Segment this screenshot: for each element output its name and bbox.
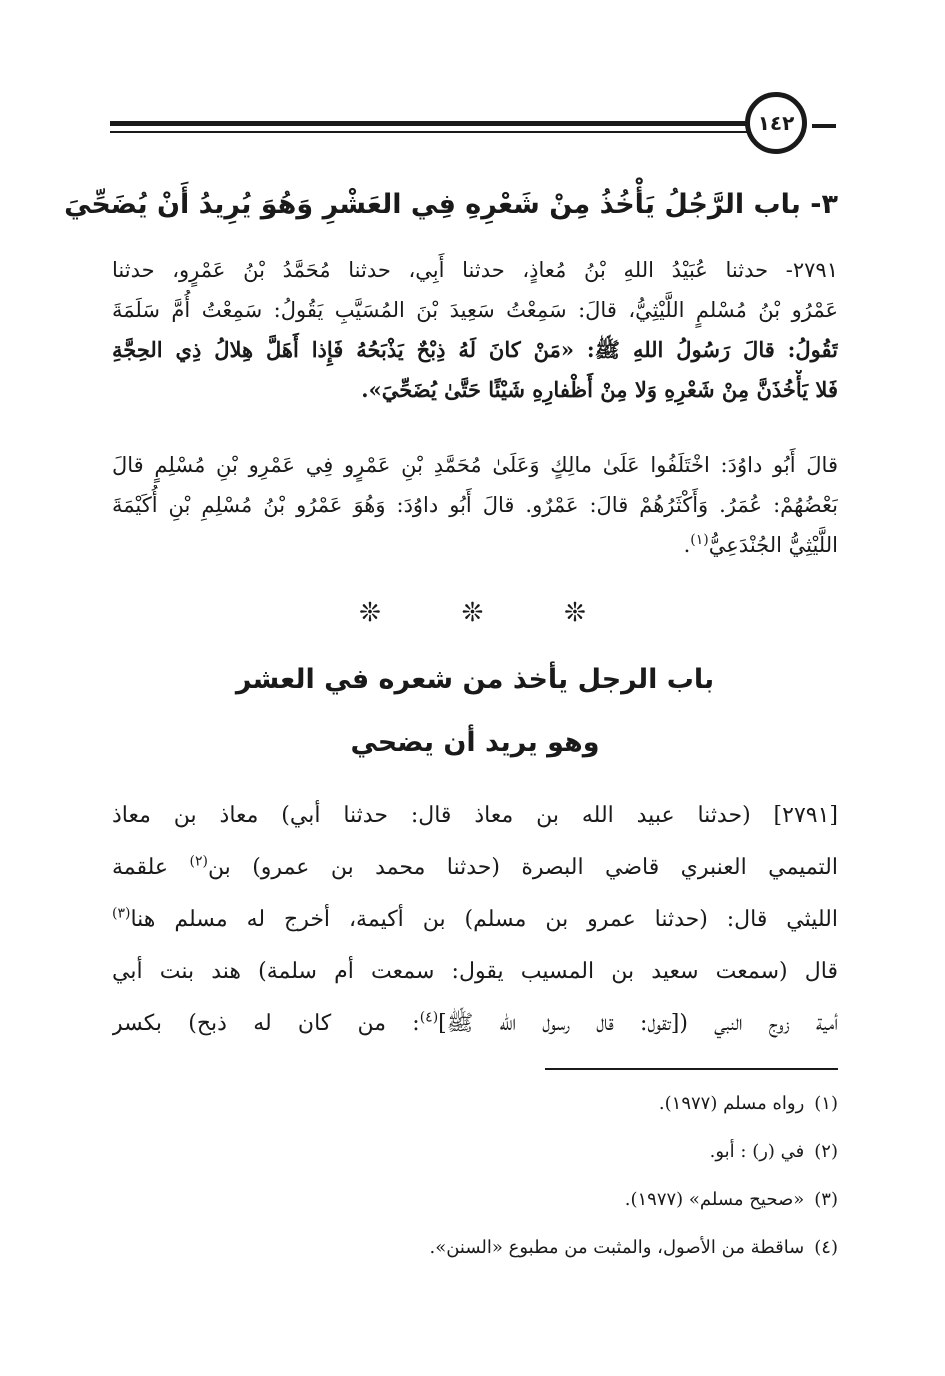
abu-dawud-commentary — [112, 445, 838, 565]
header-rule-tick — [812, 124, 836, 128]
explanation-segment: : من كان له ذبح) بكسر — [112, 1011, 420, 1036]
commentary-line: بَعْضُهُمْ: عُمَرُ. وَأَكْثَرُهُمْ قالَ: عَمْرٌو. قالَ أَبُو داوُدَ: وَهُوَ عَمْرُو بْنُ مُسْلِمِ بْنِ أُكَيْمَةَ — [112, 493, 838, 517]
footnote-ref[interactable]: (٣) — [112, 905, 131, 922]
chapter-title: ٣- باب الرَّجُلُ يَأْخُذُ مِنْ شَعْرِهِ فِي العَشْرِ وَهُوَ يُرِيدُ أَنْ يُضَحِّيَ — [64, 189, 838, 220]
footnote-number: (١) — [814, 1093, 838, 1114]
commentary-tail: . — [683, 533, 691, 557]
footnote-ref[interactable]: (١) — [690, 532, 709, 548]
hadith-line: عَمْرُو بْنُ مُسْلمٍ اللَّيْثِيُّ، قالَ: سَمِعْتُ سَعِيدَ بْنَ المُسَيَّبِ يَقُولُ: سَمِعْتُ أُمَّ سَلَمَةَ — [112, 298, 838, 322]
section-separator — [350, 597, 595, 629]
header-rule — [110, 121, 750, 126]
footnote-number: (٢) — [814, 1141, 838, 1162]
footnote-ref[interactable]: (٤) — [419, 1009, 439, 1026]
footnote-divider — [545, 1068, 838, 1070]
star-ornament-icon: ❊ — [359, 598, 381, 628]
explanation-text — [112, 790, 838, 1050]
footnote-item — [112, 1224, 838, 1272]
commentary-text: اللَّيْثِيُّ الجُنْدَعِيُّ — [708, 533, 838, 557]
section-heading-line-2: وهو يريد أن يضحي — [350, 727, 600, 758]
footnote-ref[interactable]: (٢) — [189, 853, 208, 870]
explanation-line: قال (سمعت سعيد بن المسيب يقول: سمعت أم سلمة) هند بنت أبي — [112, 959, 838, 984]
explanation-line — [112, 894, 838, 946]
hadith-line: فَلا يَأْخُذَنَّ مِنْ شَعْرِهِ وَلا مِنْ أَظْفارِهِ شَيْئًا حَتَّىٰ يُضَحِّيَ». — [361, 377, 838, 402]
explanation-segment: التميمي العنبري قاضي البصرة (حدثنا محمد بن عمرو) بن — [207, 855, 838, 880]
explanation-segment: الليثي قال: (حدثنا عمرو بن مسلم) بن أكيمة، أخرج له مسلم هنا — [130, 907, 838, 932]
footnote-text: «صحيح مسلم» (١٩٧٧). — [624, 1189, 805, 1210]
hadith-text — [112, 250, 838, 410]
commentary-line — [112, 525, 838, 565]
footnote-number: (٣) — [814, 1189, 838, 1210]
hadith-line: تَقُولُ: قالَ رَسُولُ اللهِ ﷺ: «مَنْ كانَ لَهُ ذِبْحٌ يَذْبَحُهُ فَإِذا أَهَلَّ هِلالُ ذِي الحِجَّةِ — [112, 337, 838, 362]
footnote-item — [112, 1128, 838, 1176]
section-heading-line-1: باب الرجل يأخذ من شعره في العشر — [235, 664, 715, 695]
footnote-text: ساقطة من الأصول، والمثبت من مطبوع «السنن». — [429, 1237, 805, 1258]
hadith-line: ٢٧٩١- حدثنا عُبَيْدُ اللهِ بْنُ مُعاذٍ، حدثنا أَبِي، حدثنا مُحَمَّدُ بْنُ عَمْرٍو، حدثنا — [112, 258, 838, 282]
footnote-item — [112, 1176, 838, 1224]
footnote-item — [112, 1080, 838, 1128]
explanation-segment: أمية زوج النبي ([تقول: قال رسول الله ﷺ] — [438, 1011, 838, 1036]
explanation-line: [٢٧٩١] (حدثنا عبيد الله بن معاذ قال: حدثنا أبي) معاذ بن معاذ — [112, 803, 838, 828]
footnote-text: في (ر) : أبو. — [709, 1141, 805, 1162]
explanation-line — [112, 842, 838, 894]
explanation-segment: علقمة — [112, 855, 190, 880]
footnotes — [112, 1080, 838, 1272]
footnote-number: (٤) — [814, 1237, 838, 1258]
commentary-line: قالَ أَبُو داوُدَ: اخْتَلَفُوا عَلَىٰ مالِكٍ وَعَلَىٰ مُحَمَّدِ بْنِ عَمْرٍو فِي عَمْرِو بْنِ مُسْلِمٍ قالَ — [112, 453, 838, 477]
star-ornament-icon: ❊ — [564, 598, 586, 628]
footnote-text: رواه مسلم (١٩٧٧). — [658, 1093, 805, 1114]
explanation-line — [112, 998, 838, 1050]
page-number: ١٤٢ — [745, 92, 807, 154]
header-rule-thin — [110, 131, 750, 133]
star-ornament-icon: ❊ — [461, 598, 484, 628]
